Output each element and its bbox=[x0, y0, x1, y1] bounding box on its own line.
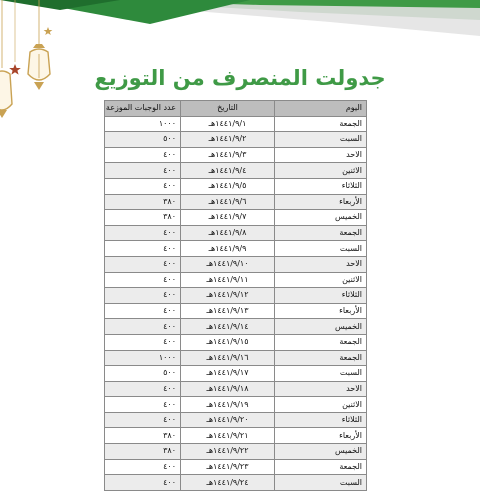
day-cell: الأربعاء bbox=[275, 428, 367, 444]
date-cell: ١٤٤١/٩/١٢هـ bbox=[181, 288, 275, 304]
meals-cell: ١٠٠٠ bbox=[105, 116, 181, 132]
meals-cell: ٤٠٠ bbox=[105, 272, 181, 288]
star-icon bbox=[9, 0, 21, 75]
table-row bbox=[105, 210, 367, 226]
date-cell: ١٤٤١/٩/٢٤هـ bbox=[181, 475, 275, 491]
date-cell: ١٤٤١/٩/١١هـ bbox=[181, 272, 275, 288]
table-row bbox=[105, 116, 367, 132]
meals-cell: ٤٠٠ bbox=[105, 225, 181, 241]
lantern-icon bbox=[0, 0, 12, 118]
day-cell: الجمعة bbox=[275, 350, 367, 366]
date-cell: ١٤٤١/٩/١٨هـ bbox=[181, 381, 275, 397]
day-cell: الثلاثاء bbox=[275, 288, 367, 304]
day-cell: الجمعة bbox=[275, 334, 367, 350]
day-cell: الخميس bbox=[275, 444, 367, 460]
table-row bbox=[105, 194, 367, 210]
table-row bbox=[105, 225, 367, 241]
date-cell: ١٤٤١/٩/١٥هـ bbox=[181, 334, 275, 350]
date-cell: ١٤٤١/٩/٨هـ bbox=[181, 225, 275, 241]
meals-cell: ٤٠٠ bbox=[105, 288, 181, 304]
header-day: اليوم bbox=[275, 101, 367, 117]
day-cell: الجمعة bbox=[275, 459, 367, 475]
table-row bbox=[105, 147, 367, 163]
meals-cell: ٤٠٠ bbox=[105, 319, 181, 335]
date-cell: ١٤٤١/٩/٢١هـ bbox=[181, 428, 275, 444]
day-cell: الثلاثاء bbox=[275, 412, 367, 428]
meals-cell: ٤٠٠ bbox=[105, 178, 181, 194]
day-cell: الخميس bbox=[275, 319, 367, 335]
date-cell: ١٤٤١/٩/٥هـ bbox=[181, 178, 275, 194]
table-row bbox=[105, 319, 367, 335]
date-cell: ١٤٤١/٩/٢هـ bbox=[181, 132, 275, 148]
day-cell: الاحد bbox=[275, 381, 367, 397]
meals-cell: ٣٨٠ bbox=[105, 210, 181, 226]
day-cell: الخميس bbox=[275, 210, 367, 226]
meals-cell: ١٠٠٠ bbox=[105, 350, 181, 366]
distribution-table bbox=[104, 100, 366, 491]
day-cell: الثلاثاء bbox=[275, 178, 367, 194]
day-cell: الاثنين bbox=[275, 163, 367, 179]
table-row bbox=[105, 350, 367, 366]
header-decoration bbox=[0, 0, 480, 60]
date-cell: ١٤٤١/٩/١٣هـ bbox=[181, 303, 275, 319]
day-cell: الاثنين bbox=[275, 397, 367, 413]
date-cell: ١٤٤١/٩/١٩هـ bbox=[181, 397, 275, 413]
star-icon bbox=[44, 27, 53, 35]
meals-cell: ٤٠٠ bbox=[105, 475, 181, 491]
table-row bbox=[105, 412, 367, 428]
day-cell: الاثنين bbox=[275, 272, 367, 288]
table-row bbox=[105, 256, 367, 272]
meals-cell: ٤٠٠ bbox=[105, 241, 181, 257]
date-cell: ١٤٤١/٩/١٠هـ bbox=[181, 256, 275, 272]
day-cell: السبت bbox=[275, 132, 367, 148]
table-row bbox=[105, 366, 367, 382]
day-cell: الجمعة bbox=[275, 116, 367, 132]
day-cell: الاحد bbox=[275, 256, 367, 272]
page-title: جدولت المنصرف من التوزيع bbox=[94, 66, 386, 90]
table-row bbox=[105, 288, 367, 304]
day-cell: الجمعة bbox=[275, 225, 367, 241]
table-row bbox=[105, 163, 367, 179]
table-row bbox=[105, 444, 367, 460]
table-row bbox=[105, 475, 367, 491]
day-cell: السبت bbox=[275, 366, 367, 382]
date-cell: ١٤٤١/٩/٤هـ bbox=[181, 163, 275, 179]
table-row bbox=[105, 241, 367, 257]
table-row bbox=[105, 381, 367, 397]
date-cell: ١٤٤١/٩/١٧هـ bbox=[181, 366, 275, 382]
table-row bbox=[105, 272, 367, 288]
meals-cell: ٤٠٠ bbox=[105, 163, 181, 179]
date-cell: ١٤٤١/٩/١هـ bbox=[181, 116, 275, 132]
date-cell: ١٤٤١/٩/٣هـ bbox=[181, 147, 275, 163]
table-row bbox=[105, 303, 367, 319]
lantern-decoration bbox=[0, 0, 60, 130]
date-cell: ١٤٤١/٩/٢٠هـ bbox=[181, 412, 275, 428]
date-cell: ١٤٤١/٩/٧هـ bbox=[181, 210, 275, 226]
meals-cell: ٣٨٠ bbox=[105, 194, 181, 210]
table-header-row bbox=[105, 101, 367, 117]
header-meals: عدد الوجبات الموزعة bbox=[105, 101, 181, 117]
meals-cell: ٤٠٠ bbox=[105, 334, 181, 350]
header-date: التاريخ bbox=[181, 101, 275, 117]
meals-cell: ٤٠٠ bbox=[105, 256, 181, 272]
meals-cell: ٤٠٠ bbox=[105, 381, 181, 397]
table-row bbox=[105, 397, 367, 413]
date-cell: ١٤٤١/٩/١٤هـ bbox=[181, 319, 275, 335]
table-row bbox=[105, 334, 367, 350]
day-cell: السبت bbox=[275, 241, 367, 257]
table-row bbox=[105, 428, 367, 444]
table-row bbox=[105, 459, 367, 475]
day-cell: الأربعاء bbox=[275, 303, 367, 319]
table-row bbox=[105, 132, 367, 148]
date-cell: ١٤٤١/٩/٢٣هـ bbox=[181, 459, 275, 475]
day-cell: السبت bbox=[275, 475, 367, 491]
meals-cell: ٣٨٠ bbox=[105, 444, 181, 460]
meals-cell: ٥٠٠ bbox=[105, 132, 181, 148]
table-row bbox=[105, 178, 367, 194]
meals-cell: ٥٠٠ bbox=[105, 366, 181, 382]
meals-cell: ٤٠٠ bbox=[105, 459, 181, 475]
meals-cell: ٤٠٠ bbox=[105, 147, 181, 163]
date-cell: ١٤٤١/٩/٢٢هـ bbox=[181, 444, 275, 460]
date-cell: ١٤٤١/٩/٩هـ bbox=[181, 241, 275, 257]
day-cell: الاحد bbox=[275, 147, 367, 163]
meals-cell: ٤٠٠ bbox=[105, 412, 181, 428]
meals-cell: ٤٠٠ bbox=[105, 397, 181, 413]
date-cell: ١٤٤١/٩/١٦هـ bbox=[181, 350, 275, 366]
meals-cell: ٤٠٠ bbox=[105, 303, 181, 319]
date-cell: ١٤٤١/٩/٦هـ bbox=[181, 194, 275, 210]
meals-cell: ٣٨٠ bbox=[105, 428, 181, 444]
day-cell: الأربعاء bbox=[275, 194, 367, 210]
